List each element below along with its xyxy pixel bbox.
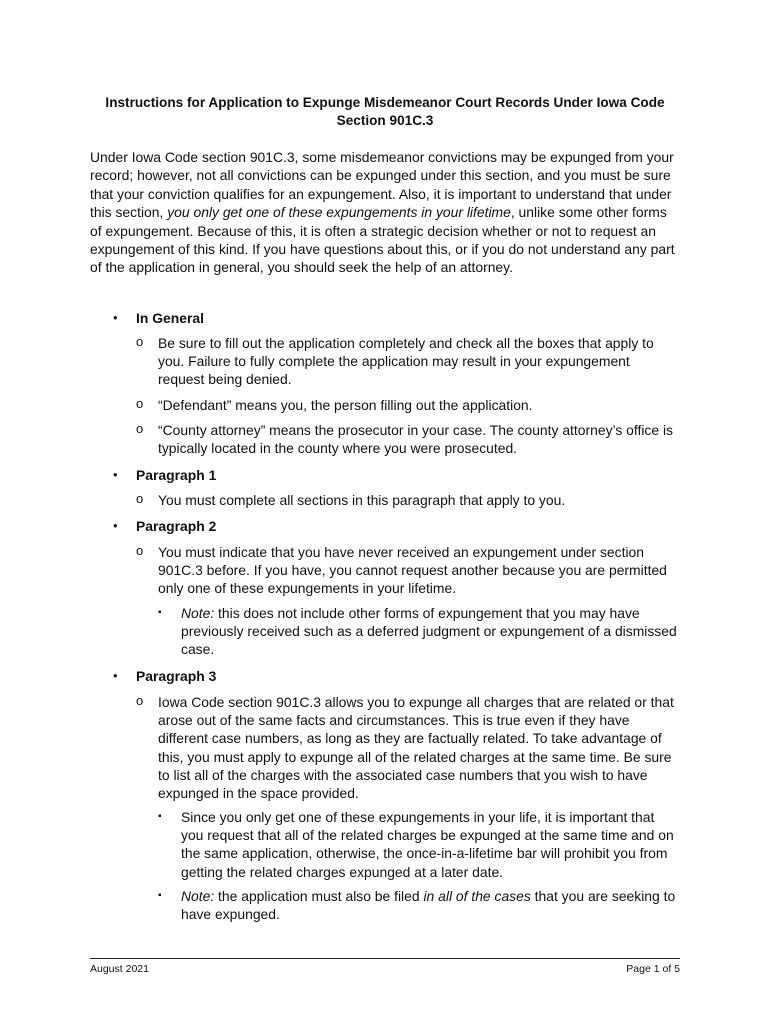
page-number: Page 1 of 5	[626, 963, 680, 975]
list-item: You must complete all sections in this paragraph that apply to you.	[158, 492, 566, 508]
note-italic: in all of the cases	[423, 888, 531, 904]
note-item	[181, 887, 679, 923]
bullet-icon: •	[113, 668, 118, 683]
sub-item: Since you only get one of these expungements in your life, it is important that you request that all of the related charges be expunged at the same time and on the same application, otherwise, the once-in-a-lifetime bar will prohibit you from getting the related charges expunged at a later date.	[181, 809, 674, 880]
list-item: “Defendant” means you, the person filling out the application.	[158, 397, 533, 413]
list-item: You must indicate that you have never received an expungement under section 901C.3 before. If you have, you cannot request another because you are permitted only one of these expungements in your lifetime.	[158, 544, 667, 597]
bullet-icon: o	[136, 491, 144, 506]
bullet-icon: o	[136, 334, 144, 349]
intro-paragraph	[90, 148, 680, 277]
bullet-icon: o	[136, 396, 144, 411]
note-text: that you are seeking to have expunged.	[181, 888, 676, 923]
note-label: Note:	[181, 888, 215, 904]
footer-date: August 2021	[90, 963, 149, 975]
page-footer	[90, 958, 680, 975]
intro-italic: you only get one of these expungements in your lifetime	[167, 204, 511, 221]
bullet-icon: o	[136, 543, 144, 558]
note-label: Note:	[181, 605, 215, 621]
bullet-icon: •	[113, 518, 118, 533]
list-item: Iowa Code section 901C.3 allows you to expunge all charges that are related or that arose out of the same facts and circumstances. This is true even if they have different case numbers, as long as they are factually related. To take advantage of this, you must apply to expunge all of the related charges at the same time. Be sure to list all of the charges with the associated case numbers that you wish to have expunged in the space provided.	[158, 694, 674, 802]
bullet-icon: ▪	[158, 890, 162, 901]
note-text: the application must also be filed	[214, 888, 424, 904]
list-item: “County attorney” means the prosecutor in your case. The county attorney’s office is typically located in the county where you were prosecuted.	[158, 422, 673, 457]
note-text: this does not include other forms of expungement that you may have previously received such as a deferred judgment or expungement of a dismissed case.	[181, 605, 677, 658]
bullet-icon: ▪	[158, 811, 162, 822]
section-heading-general: In General	[136, 310, 204, 326]
note-item	[181, 604, 679, 659]
section-heading-paragraph-1: Paragraph 1	[136, 467, 217, 483]
bullet-icon: •	[113, 467, 118, 482]
bullet-icon: ▪	[158, 607, 162, 618]
intro-text-1: Under Iowa Code section 901C.3, some misdemeanor convictions may be expunged from your record; however, not all convictions can be expunged under this section, and you must be sure that your conviction qualifies for an expungement. Also, it is important to understand that under this section,	[90, 149, 674, 221]
bullet-icon: •	[113, 310, 118, 325]
document-title: Instructions for Application to Expunge Misdemeanor Court Records Under Iowa Code Section 901C.3	[105, 95, 665, 128]
bullet-icon: o	[136, 421, 144, 436]
list-item: Be sure to fill out the application completely and check all the boxes that apply to you. Failure to fully complete the application may result in your expungement request being denied.	[158, 335, 654, 388]
section-heading-paragraph-2: Paragraph 2	[136, 518, 217, 534]
bullet-icon: o	[136, 693, 144, 708]
section-heading-paragraph-3: Paragraph 3	[136, 668, 217, 684]
intro-text-2: , unlike some other forms of expungement. Because of this, it is often a strategic decision whether or not to request an expungement of this kind. If you have questions about this, or if you do not understand any part of the application in general, you should seek the help of an attorney.	[90, 204, 675, 276]
